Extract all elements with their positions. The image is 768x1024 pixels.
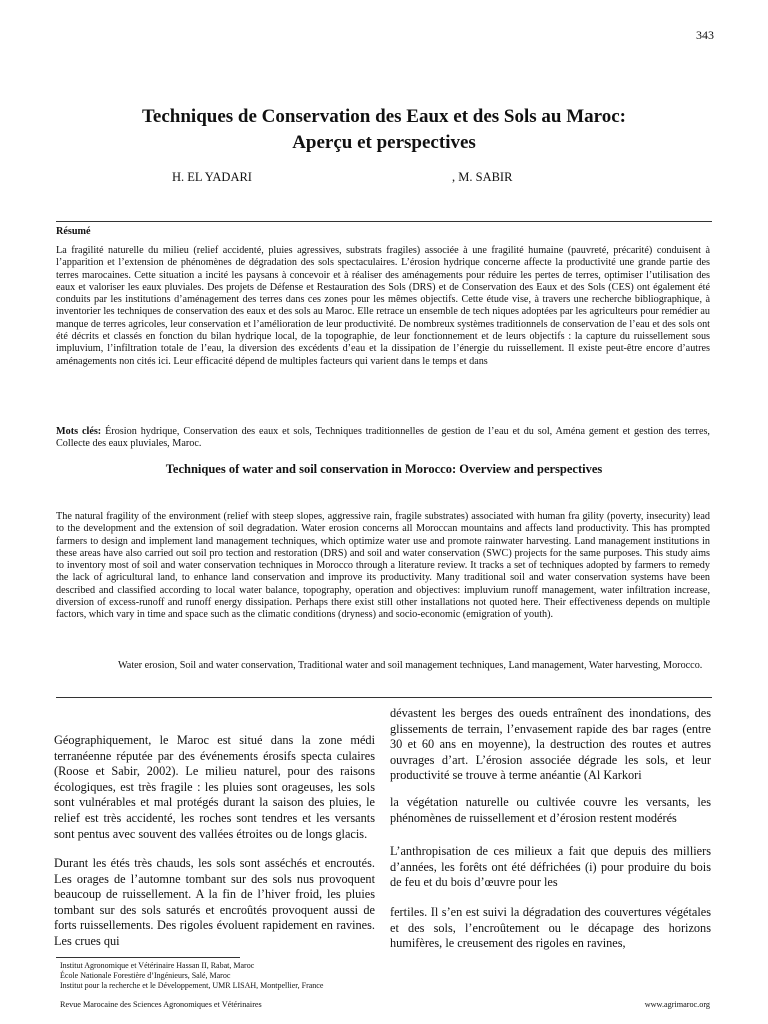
author-1: H. EL YADARI bbox=[172, 170, 252, 184]
body-left-paragraph-1: Géographiquement, le Maroc est situé dans la zone médi terranéenne réputée par des événements érosifs specta culaires (Roose et Sabir, 2002). Le milieu naturel, pour des raisons écologiques, est très fragile : les pluies sont orageuses, les sols sont vulnérables et mal protégés durant la saison des pluies, le relief est très accidenté, les roches sont tendres et les versants sont pentus avec souvent des vallées étroites ou de longs glacis. bbox=[54, 733, 375, 841]
body-right-paragraph-1: dévastent les berges des oueds entraînent des inondations, des glissements de terrain, l’envasement rapide des bar rages (entre 30 et 60 ans en moyenne), la destruction des routes et autres ouvrages d’art. L’érosion associée dégrade les sols, et leur productivité se trouve à terme anéantie (Al Karkori bbox=[390, 706, 711, 783]
english-keywords: Water erosion, Soil and water conservation, Traditional water and soil management techniques, Land management, Water harvesting, Morocco. bbox=[118, 660, 703, 671]
page-number: 343 bbox=[696, 28, 714, 42]
paper-title bbox=[0, 104, 768, 156]
keywords-fr bbox=[56, 426, 710, 451]
body-right-paragraph-3: fertiles. Il s’en est suivi la dégradation des couvertures végétales et des sols, l’encroûtement ou le décapage des horizons humifères, le creusement des rigoles en ravines, bbox=[390, 905, 711, 951]
english-title: Techniques of water and soil conservation in Morocco: Overview and perspectives bbox=[165, 462, 603, 476]
author-2: , M. SABIR bbox=[452, 170, 513, 184]
journal-website: www.agrimaroc.org bbox=[644, 1000, 710, 1009]
paper-title-line-1: Techniques de Conservation des Eaux et des Sols au Maroc: bbox=[141, 106, 627, 127]
body-right-paragraph-2: L’anthropisation de ces milieux a fait que depuis des milliers d’années, les forêts ont été défrichées (i) pour produire du bois de feu et du bois d’œuvre pour les bbox=[390, 844, 711, 890]
paper-title-line-2: Aperçu et perspectives bbox=[292, 132, 476, 153]
abstract-top-rule bbox=[56, 221, 712, 222]
resume-text: La fragilité naturelle du milieu (relief accidenté, pluies agressives, substrats fragiles) associée à une fragilité humaine (pauvreté, précarité) conduisent à l’apparition et l’extension de phénomènes de dégradation des sols spectaculaires. L’érosion hydrique concerne affecte la productivité une grande partie des terres marocaines. Cette situation a incité les paysans à concevoir et à réaliser des aménagements pour réduire les pertes de terres, optimiser l’utilisation des eaux et valoriser les eaux pluviales. Des projets de Défense et Restauration des Sols (DRS) et de Conservation des Eaux et des Sols (CES) ont également été conduits par les institutions d’aménagement des terres dans ces zones pour les mêmes objectifs. Cette étude vise, à travers une recherche bibliographique, à inventorier les techniques de conservation des eaux et des sols au Maroc. Elle retrace un ensemble de tech niques adoptées par les agriculteurs pour remédier au manque de terres agricoles, leur conservation et l’amélioration de leur productivité. De nombreux systèmes traditionnels de conservation de l’eau et des sols ont été décrits et classés en fonction du bilan hydrique local, de la topographie, de leur fonctionnement et de leurs objectifs : la capture du ruissellement sous impluvium, l’infiltration totale de l’eau, la diversion des excédents d’eau et la dissipation de l’énergie du ruissellement. Il existe peut-être encore d’autres aménagements non cités ici. Leur efficacité dépend de multiples facteurs qui varient dans le temps et dans bbox=[56, 245, 710, 367]
keywords-fr-text: Érosion hydrique, Conservation des eaux et sols, Techniques traditionnelles de gestion de l’eau et du sol, Aména gement et gestion des terres, Collecte des eaux pluviales, Maroc. bbox=[56, 426, 710, 450]
resume-heading: Résumé bbox=[56, 226, 91, 237]
body-right-paragraph-1b: la végétation naturelle ou cultivée couvre les versants, les phénomènes de ruissellement et d’érosion restent modérés bbox=[390, 795, 711, 825]
body-left-paragraph-2: Durant les étés très chauds, les sols sont asséchés et encroutés. Les orages de l’automne tombant sur des sols nus provoquent beaucoup de ruissellement. A la fin de l’hiver froid, les pluies tombant sur des sols saturés et encroûtés provoquent aussi de forts ruissellements. Des rigoles évoluent rapidement en ravines. Les crues qui bbox=[54, 856, 375, 948]
journal-name: Revue Marocaine des Sciences Agronomiques et Vétérinaires bbox=[60, 1000, 262, 1009]
keywords-fr-label: Mots clés: bbox=[56, 426, 102, 437]
footnote-2: École Nationale Forestière d’Ingénieurs, Salé, Maroc bbox=[60, 971, 231, 980]
abstract-bottom-rule bbox=[56, 697, 712, 698]
footnote-3: Institut pour la recherche et le Développement, UMR LISAH, Montpellier, France bbox=[60, 981, 324, 990]
footnote-1: Institut Agronomique et Vétérinaire Hassan II, Rabat, Maroc bbox=[60, 961, 255, 970]
english-abstract: The natural fragility of the environment (relief with steep slopes, aggressive rain, fragile substrates) associated with human fra gility (poverty, insecurity) lead to the development and the extension of soil degradation. Water erosion concerns all Moroccan mountains and affects land productivity. This has prompted farmers to design and implement land management techniques, which optimize water use and promote rainwater harvesting. Land management institutions in these areas have also carried out soil pro tection and restoration (DRS) and soil and water conservation (SWC) projects for the same purposes. This study aims to inventory most of soil and water conservation techniques in Morocco through a literature review. It tracks a set of techniques adopted by farmers to remedy the lack of agricultural land, to enhance land conservation and improve its productivity. Many traditional soil and water conservation systems have been described and classified according to local water balance, topography, operation and objectives: impluvium runoff management, water infiltration increase, diversion of excess-runoff and runoff energy dissipation. Perhaps there exist still other installations not quoted here. Their effectiveness depends on multiple factors, which vary in time and space such as the climatic conditions (dryness) and socio-economic (emigration of youth). bbox=[56, 511, 710, 621]
footnote-rule bbox=[56, 957, 240, 958]
